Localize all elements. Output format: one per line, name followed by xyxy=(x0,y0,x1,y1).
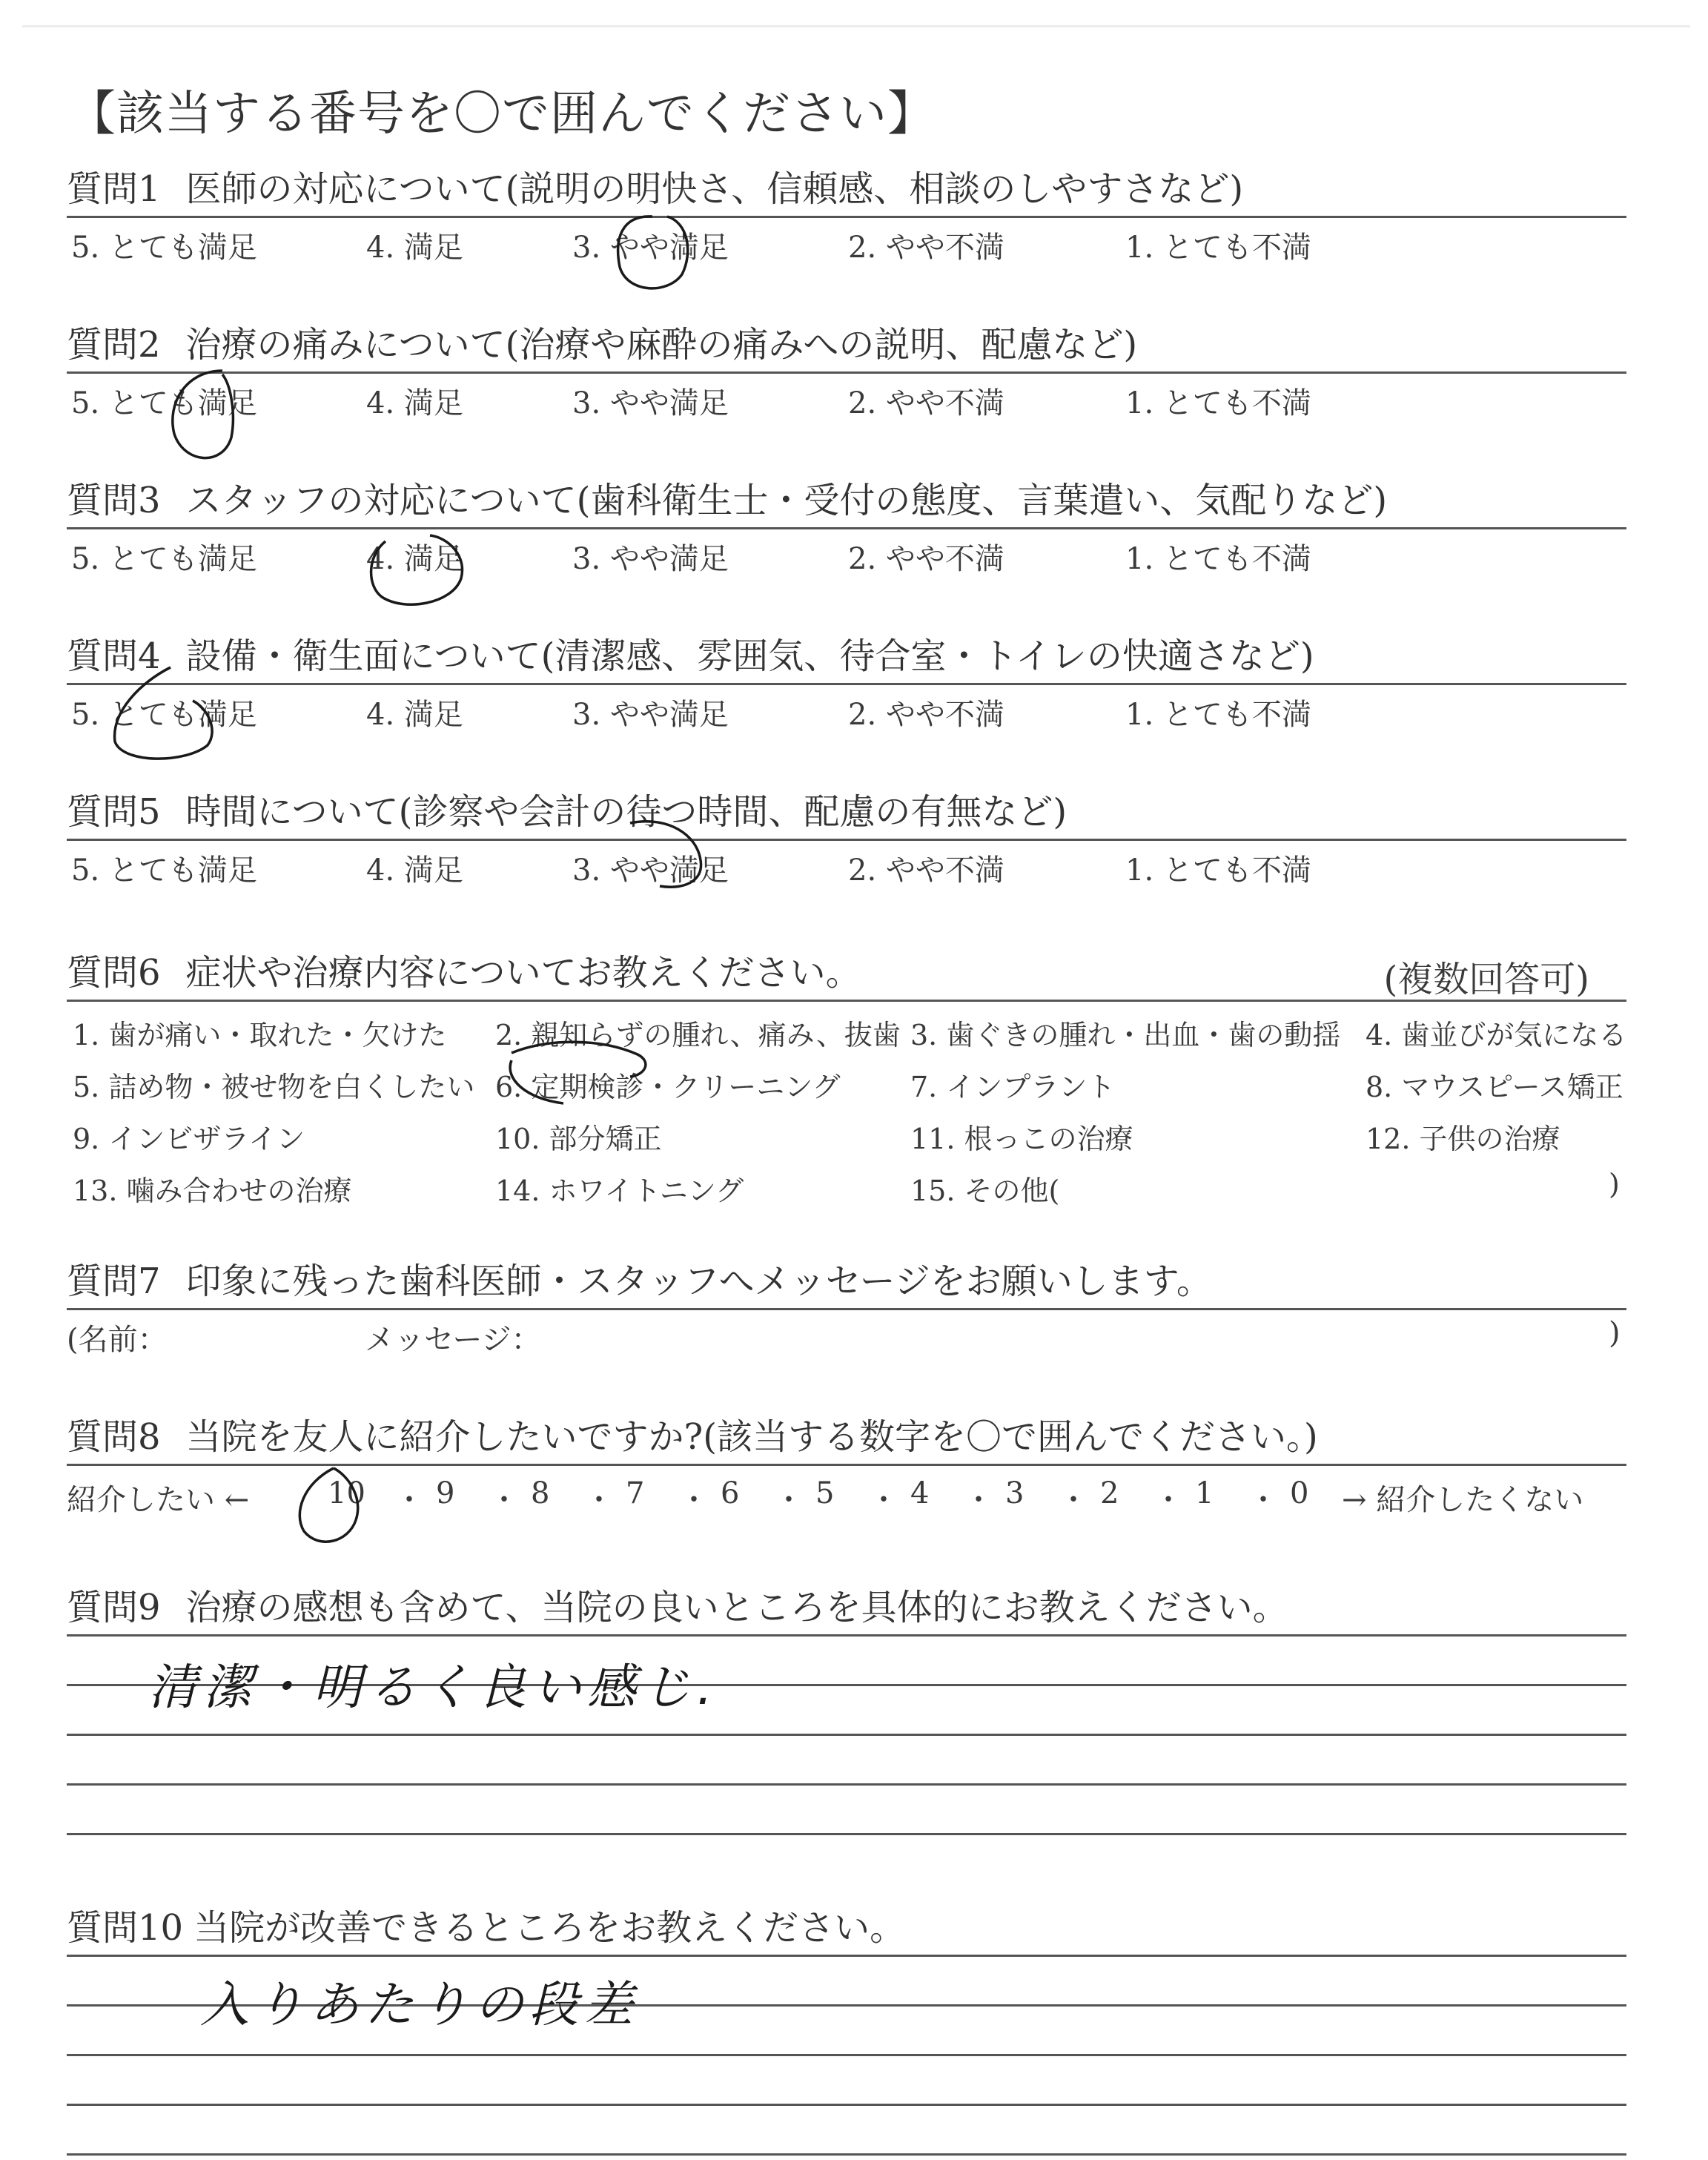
symptom-options xyxy=(67,1012,1626,1235)
rating-option[interactable]: 4. 満足 xyxy=(366,231,463,265)
rating-option[interactable]: 5. とても満足 xyxy=(71,386,257,420)
scale-value[interactable]: 0 xyxy=(1290,1476,1309,1510)
rating-options xyxy=(67,221,1626,265)
answer-line xyxy=(67,2104,1626,2106)
question-text: 医師の対応について(説明の明快さ、信頼感、相談のしやすさなど) xyxy=(185,168,1244,210)
question-title xyxy=(67,478,1626,523)
rule-line xyxy=(67,216,1626,218)
rating-option[interactable]: 5. とても満足 xyxy=(71,853,257,888)
scale-dot: ・ xyxy=(584,1483,614,1517)
scale-dot: ・ xyxy=(869,1483,898,1517)
question-text: 印象に残った歯科医師・スタッフへメッセージをお願いします。 xyxy=(185,1261,1212,1302)
question-number: 質問1 xyxy=(67,168,161,210)
rule-line xyxy=(67,1634,1626,1636)
question-title xyxy=(67,634,1626,678)
rule-line xyxy=(67,371,1626,374)
question-2 xyxy=(67,323,1626,418)
symptom-option[interactable]: 10. 部分矯正 xyxy=(495,1123,662,1155)
rating-option[interactable]: 4. 満足 xyxy=(366,698,463,732)
question-number: 質問8 xyxy=(67,1416,161,1458)
question-title xyxy=(67,167,1626,211)
question-title xyxy=(67,1415,1626,1459)
symptom-option[interactable]: 5. 詰め物・被せ物を白くしたい xyxy=(73,1071,475,1103)
scale-value[interactable]: 2 xyxy=(1100,1476,1119,1510)
rule-line xyxy=(67,683,1626,685)
question-text: 当院を友人に紹介したいですか?(該当する数字を〇で囲んでください。) xyxy=(185,1416,1318,1458)
symptom-option[interactable]: 9. インビザライン xyxy=(73,1123,305,1155)
recommend-scale xyxy=(67,1472,1626,1516)
good-points-answer[interactable]: 清潔・明るく良い感じ. xyxy=(148,1659,718,1716)
rule-line xyxy=(67,1955,1626,1957)
scale-right-label: → 紹介したくない xyxy=(1342,1483,1584,1517)
symptom-option[interactable]: 2. 親知らずの腫れ、痛み、抜歯 xyxy=(495,1019,901,1051)
question-number: 質問4 xyxy=(67,635,161,677)
rating-option[interactable]: 1. とても不満 xyxy=(1125,853,1311,888)
question-text: 症状や治療内容についてお教えください。 xyxy=(185,952,861,994)
rating-option[interactable]: 1. とても不満 xyxy=(1125,231,1311,265)
answer-line xyxy=(67,1734,1626,1736)
staff-name-field[interactable]: (名前： xyxy=(67,1323,168,1357)
question-8 xyxy=(67,1415,1626,1516)
rating-options xyxy=(67,377,1626,418)
rating-option[interactable]: 3. やや満足 xyxy=(572,231,729,265)
rating-option[interactable]: 1. とても不満 xyxy=(1125,542,1311,576)
scale-dot: ・ xyxy=(964,1483,993,1517)
question-number: 質問6 xyxy=(67,952,161,994)
rule-line xyxy=(67,1308,1626,1310)
question-number: 質問9 xyxy=(67,1587,161,1628)
rating-option[interactable]: 4. 満足 xyxy=(366,853,463,888)
question-3 xyxy=(67,478,1626,574)
question-text: 時間について(診察や会計の待つ時間、配慮の有無など) xyxy=(185,791,1068,833)
scale-dot: ・ xyxy=(1059,1483,1088,1517)
rule-line xyxy=(67,1464,1626,1466)
scale-dot: ・ xyxy=(774,1483,804,1517)
rating-option[interactable]: 3. やや満足 xyxy=(572,698,729,732)
question-title xyxy=(67,1585,1626,1630)
scale-value[interactable]: 7 xyxy=(626,1476,645,1510)
scale-dot: ・ xyxy=(1153,1483,1183,1517)
symptom-option[interactable]: 14. ホワイトニング xyxy=(495,1175,744,1207)
scale-left-label: 紹介したい ← xyxy=(67,1483,250,1517)
rating-option[interactable]: 1. とても不満 xyxy=(1125,698,1311,732)
symptom-option[interactable]: 11. 根っこの治療 xyxy=(910,1123,1133,1155)
answer-line xyxy=(67,1833,1626,1835)
question-text: 治療の感想も含めて、当院の良いところを具体的にお教えください。 xyxy=(185,1587,1288,1628)
symptom-option[interactable]: 6. 定期検診・クリーニング xyxy=(495,1071,841,1103)
rating-option[interactable]: 5. とても満足 xyxy=(71,542,257,576)
symptom-option[interactable]: 1. 歯が痛い・取れた・欠けた xyxy=(73,1019,447,1051)
rating-option[interactable]: 3. やや満足 xyxy=(572,386,729,420)
message-field[interactable]: メッセージ： xyxy=(365,1323,541,1357)
scale-value[interactable]: 6 xyxy=(721,1476,740,1510)
rating-option[interactable]: 2. やや不満 xyxy=(848,231,1004,265)
question-number: 質問2 xyxy=(67,324,161,366)
symptom-option[interactable]: 7. インプラント xyxy=(910,1071,1116,1103)
question-7 xyxy=(67,1259,1626,1355)
question-4 xyxy=(67,634,1626,730)
question-text: 当院が改善できるところをお教えください。 xyxy=(193,1907,906,1949)
rating-option[interactable]: 4. 満足 xyxy=(366,386,463,420)
question-title xyxy=(67,790,1626,834)
rating-option[interactable]: 2. やや不満 xyxy=(848,542,1004,576)
question-number: 質問3 xyxy=(67,480,161,521)
question-text: スタッフの対応について(歯科衛生士・受付の態度、言葉遣い、気配りなど) xyxy=(185,480,1388,521)
scale-dot: ・ xyxy=(489,1483,519,1517)
scale-value[interactable]: 1 xyxy=(1195,1476,1214,1510)
rating-options xyxy=(67,844,1626,888)
rating-option[interactable]: 5. とても満足 xyxy=(71,231,257,265)
rating-options xyxy=(67,532,1626,574)
answer-line xyxy=(67,2054,1626,2056)
question-title xyxy=(67,1906,1626,1950)
scale-dot: ・ xyxy=(679,1483,709,1517)
scale-value[interactable]: 9 xyxy=(436,1476,455,1510)
rating-option[interactable]: 2. やや不満 xyxy=(848,698,1004,732)
question-1 xyxy=(67,167,1626,265)
question-number: 質問7 xyxy=(67,1261,161,1302)
answer-line xyxy=(67,1783,1626,1786)
question-text: 設備・衛生面について(清潔感、雰囲気、待合室・トイレの快適さなど) xyxy=(185,635,1314,677)
improvement-answer[interactable]: 入りあたりの段差 xyxy=(200,1976,639,2033)
symptom-option[interactable]: 8. マウスピース矯正 xyxy=(1366,1071,1623,1103)
scale-dot: ・ xyxy=(394,1483,424,1517)
rating-option[interactable]: 5. とても満足 xyxy=(71,698,257,732)
rating-option[interactable]: 3. やや満足 xyxy=(572,542,729,576)
rule-line xyxy=(67,839,1626,841)
symptom-option[interactable]: 3. 歯ぐきの腫れ・出血・歯の動揺 xyxy=(910,1019,1341,1051)
question-title xyxy=(67,1259,1626,1304)
question-text: 治療の痛みについて(治療や麻酔の痛みへの説明、配慮など) xyxy=(185,324,1138,366)
question-number: 質問10 xyxy=(67,1907,184,1949)
page-heading: 【該当する番号を〇で囲んでください】 xyxy=(68,87,936,142)
question-title xyxy=(67,323,1626,367)
close-paren: ) xyxy=(1609,1316,1621,1350)
symptom-option[interactable]: 4. 歯並びが気になる xyxy=(1366,1019,1627,1051)
rating-option[interactable]: 2. やや不満 xyxy=(848,853,1004,888)
rating-option[interactable]: 4. 満足 xyxy=(366,542,463,576)
question-number: 質問5 xyxy=(67,791,161,833)
multiple-answer-note: (複数回答可) xyxy=(1383,959,1589,1000)
question-6 xyxy=(67,951,1626,1235)
scale-value[interactable]: 8 xyxy=(531,1476,550,1510)
rating-options xyxy=(67,688,1626,730)
scale-value[interactable]: 3 xyxy=(1005,1476,1025,1510)
question-5 xyxy=(67,790,1626,888)
rating-option[interactable]: 2. やや不満 xyxy=(848,386,1004,420)
scale-value[interactable]: 4 xyxy=(910,1476,930,1510)
symptom-option[interactable]: 13. 噛み合わせの治療 xyxy=(73,1175,352,1207)
rating-option[interactable]: 3. やや満足 xyxy=(572,853,729,888)
symptom-option[interactable]: 15. その他( xyxy=(910,1175,1060,1207)
scan-edge xyxy=(22,25,1690,27)
scale-value[interactable]: 5 xyxy=(815,1476,835,1510)
answer-line xyxy=(67,2153,1626,2156)
symptom-option[interactable]: 12. 子供の治療 xyxy=(1366,1123,1560,1155)
rating-option[interactable]: 1. とても不満 xyxy=(1125,386,1311,420)
scale-dot: ・ xyxy=(1248,1483,1278,1517)
rule-line xyxy=(67,527,1626,529)
message-fields xyxy=(67,1313,1626,1355)
scale-value[interactable]: 10 xyxy=(328,1476,365,1510)
other-close-paren: ) xyxy=(1609,1168,1620,1200)
